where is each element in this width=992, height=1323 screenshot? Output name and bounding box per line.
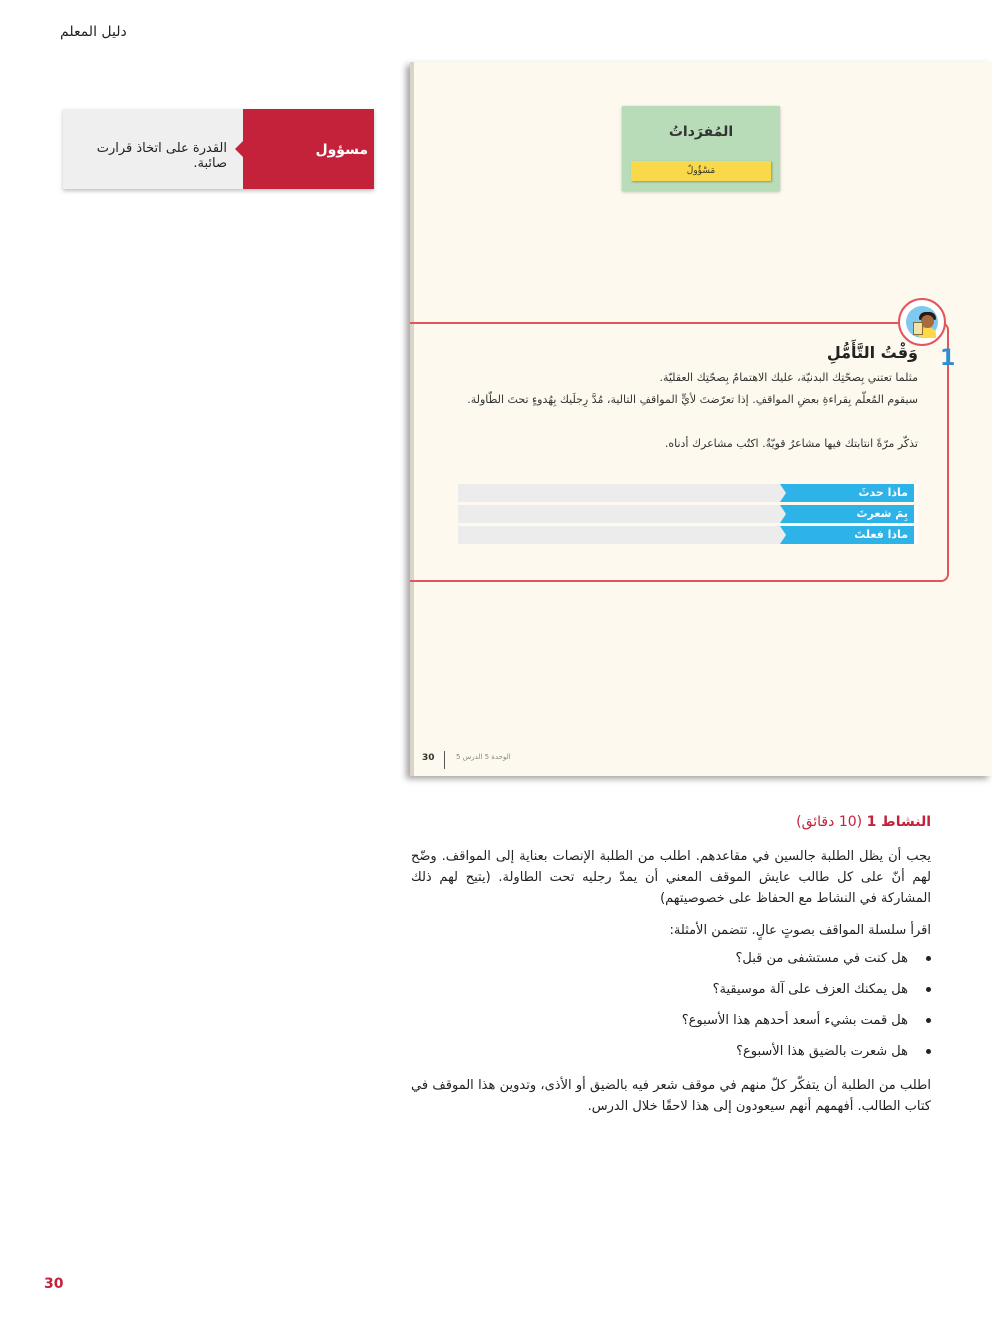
vocab-word: مسؤول: [315, 142, 368, 158]
vocab-definition-box: [63, 109, 243, 189]
vocab-word-box: [243, 109, 374, 189]
answer-field[interactable]: [458, 484, 780, 502]
bullet-icon: [926, 1049, 931, 1054]
activity-text-line: تذكّر مرّةً انتابتك فيها مشاعرُ قويّةٌ. اكتُب مشاعرك أدناه.: [664, 437, 918, 450]
student-book-page: [410, 62, 992, 776]
activity-notes-heading: [796, 814, 931, 830]
activity-notes-title: النشاط 1: [866, 814, 931, 830]
activity-text-line: مثلما تعتني بِصحّتِك البدنيّة، عليك الاهتمامُ بِصحّتِك العقليّة.: [659, 371, 918, 384]
question-row: [458, 526, 918, 544]
bullet-icon: [926, 987, 931, 992]
answer-field[interactable]: [458, 505, 780, 523]
vocab-arrow-icon: [235, 141, 243, 157]
vocab-definition: القدرة على اتخاذ قرارت صائبة.: [96, 141, 227, 171]
activity-number: 1: [940, 346, 956, 371]
page-number: 30: [44, 1276, 64, 1292]
student-avatar-icon: [898, 298, 946, 346]
book-footer: [410, 748, 560, 776]
question-label: ماذا فعلتَ: [780, 526, 914, 544]
activity-notes-duration: (10 دقائق): [796, 814, 867, 830]
notes-paragraph: يجب أن يظل الطلبة جالسين في مقاعدهم. اطلب من الطلبة الإنصات بعناية إلى المواقف. وضّح لهم أنّ على كل طالب عايش الموقف المعني أن يمدّ رجليه تحت الطاولة. (يتيح لهم ذلك المشاركة في النشاط مع الحفاظ على خصوصيتهم): [411, 849, 931, 906]
vocabulary-title: المُفرَداتُ: [668, 124, 734, 140]
vocabulary-box: [622, 106, 780, 191]
activity-heading: وَقْتُ التَّأَمُّلِ: [826, 343, 918, 362]
vocab-card: [63, 109, 374, 189]
bullet-icon: [926, 1018, 931, 1023]
book-unit-label: الوحدة 5 الدرس 5: [456, 753, 511, 761]
notes-paragraph: اطلب من الطلبة أن يتفكّر كلّ منهم في موقف شعر فيه بالضيق أو الأذى، وتدوين هذا الموقف في كتاب الطالب. أفهمهم أنهم سيعودون إلى هذا لاحقًا خلال الدرس.: [411, 1078, 931, 1114]
question-row: [458, 505, 918, 523]
answer-field[interactable]: [458, 526, 780, 544]
question-label: ماذا حدثَ: [780, 484, 914, 502]
question-row: [458, 484, 918, 502]
question-label: بِمَ شعرتَ: [780, 505, 914, 523]
notes-bullet: هل قمت بشيء أسعد أحدهم هذا الأسبوع؟: [682, 1013, 931, 1028]
notes-bullet: هل كنت في مستشفى من قبل؟: [735, 951, 931, 966]
notes-bullet: هل شعرت بالضيق هذا الأسبوع؟: [736, 1044, 931, 1059]
activity-text-line: سيقوم المُعلّم بِقراءةِ بعضِ المواقفِ. إذا تعرّضتَ لأيٍّ المواقفِ التالية، مُدَّ رِجلَيك بِهُدوءٍ تحتَ الطّاولة.: [467, 393, 918, 406]
vocabulary-word: مَسْؤُولٌ: [631, 161, 771, 181]
book-page-number: 30: [422, 753, 435, 763]
notes-bullet: هل يمكنك العزف على آلة موسيقية؟: [713, 982, 931, 997]
bullet-icon: [926, 956, 931, 961]
notes-paragraph: اقرأ سلسلة المواقف بصوتٍ عالٍ. تتضمن الأمثلة:: [669, 923, 931, 938]
guide-title: دليل المعلم: [60, 24, 127, 40]
